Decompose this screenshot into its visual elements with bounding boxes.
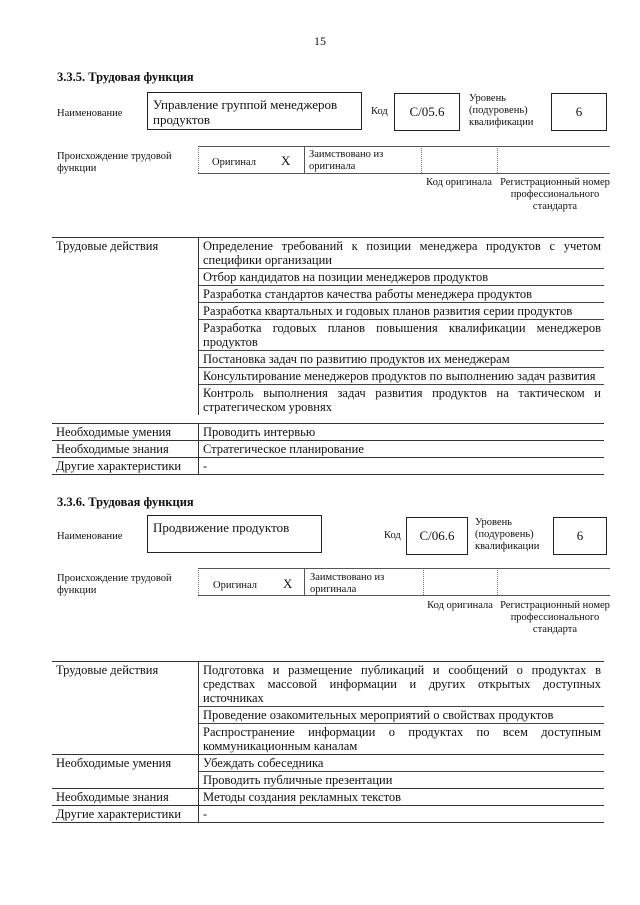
origin-code-caption: Код оригинала [427,600,493,611]
function-name-field: Управление группой менеджеров продуктов [147,92,362,130]
original-mark: X [283,576,293,591]
row-label: Необходимые знания [52,441,199,458]
origin-divider [497,568,498,595]
origin-divider [497,146,498,173]
section-title: 3.3.5. Трудовая функция [57,70,194,84]
table-cell: Убеждать собеседника [199,755,605,772]
level-label: Уровень (подуровень) квалификации [475,517,540,552]
row-label: Трудовые действия [52,238,199,416]
requirements-table [52,423,604,475]
original-label: Оригинал [212,157,256,168]
origin-top-line [198,146,610,147]
table-cell: - [199,458,605,475]
function-name-field: Продвижение продуктов [147,515,322,553]
table-cell: Проводить публичные презентации [199,772,605,789]
code-field: С/05.6 [394,93,460,131]
origin-label: Происхождение трудовой функции [57,151,172,174]
origin-divider [304,146,305,173]
table-cell: Разработка годовых планов повышения квалификации менеджеров продуктов [199,320,605,351]
reg-number-caption: Регистрационный номер профессионального стандарта [500,600,610,635]
table-cell: - [199,806,605,823]
page-number: 15 [314,34,326,48]
level-field: 6 [551,93,607,131]
table-cell: Консультирование менеджеров продуктов по выполнению задач развития [199,368,605,385]
origin-label: Происхождение трудовой функции [57,573,172,596]
origin-divider [304,568,305,595]
level-field: 6 [553,517,607,555]
table-cell: Подготовка и размещение публикаций и сообщений о продуктах в средствах массовой информации и других открытых доступных источниках [199,662,605,707]
section-title: 3.3.6. Трудовая функция [57,495,194,509]
table-cell: Распространение информации о продуктах по всем доступным коммуникационным каналам [199,724,605,755]
table-cell: Постановка задач по развитию продуктов их менеджерам [199,351,605,368]
row-label: Необходимые знания [52,789,199,806]
row-label: Необходимые умения [52,755,199,789]
origin-top-line [198,568,610,569]
origin-divider [423,568,424,595]
table-cell: Методы создания рекламных текстов [199,789,605,806]
table-cell: Стратегическое планирование [199,441,605,458]
origin-code-caption: Код оригинала [426,177,492,188]
table-cell: Разработка квартальных и годовых планов развития серии продуктов [199,303,605,320]
table-cell: Разработка стандартов качества работы менеджера продуктов [199,286,605,303]
row-label: Другие характеристики [52,458,199,475]
level-label: Уровень (подуровень) квалификации [469,93,534,128]
row-label: Другие характеристики [52,806,199,823]
code-field: С/06.6 [406,517,468,555]
reg-number-caption: Регистрационный номер профессионального стандарта [500,177,610,212]
origin-bottom-line [198,595,610,596]
row-label: Необходимые умения [52,424,199,441]
table-cell: Проведение озакомительных мероприятий о свойствах продуктов [199,707,605,724]
original-label: Оригинал [213,580,257,591]
code-label: Код [371,106,388,117]
origin-bottom-line [198,173,610,174]
origin-divider [198,568,199,595]
name-label: Наименование [57,108,123,119]
row-label: Трудовые действия [52,662,199,755]
labor-actions-table [52,661,604,823]
origin-divider [421,146,422,173]
original-mark: X [281,153,291,168]
labor-actions-table [52,237,604,415]
table-cell: Отбор кандидатов на позиции менеджеров продуктов [199,269,605,286]
table-cell: Определение требований к позиции менеджера продуктов с учетом специфики организации [199,238,605,269]
table-cell: Контроль выполнения задач развития продуктов на тактическом и стратегическом уровнях [199,385,605,416]
code-label: Код [384,530,401,541]
borrowed-label: Заимствовано из оригинала [310,572,385,595]
name-label: Наименование [57,531,123,542]
table-cell: Проводить интервью [199,424,605,441]
origin-divider [198,146,199,173]
borrowed-label: Заимствовано из оригинала [309,149,384,172]
